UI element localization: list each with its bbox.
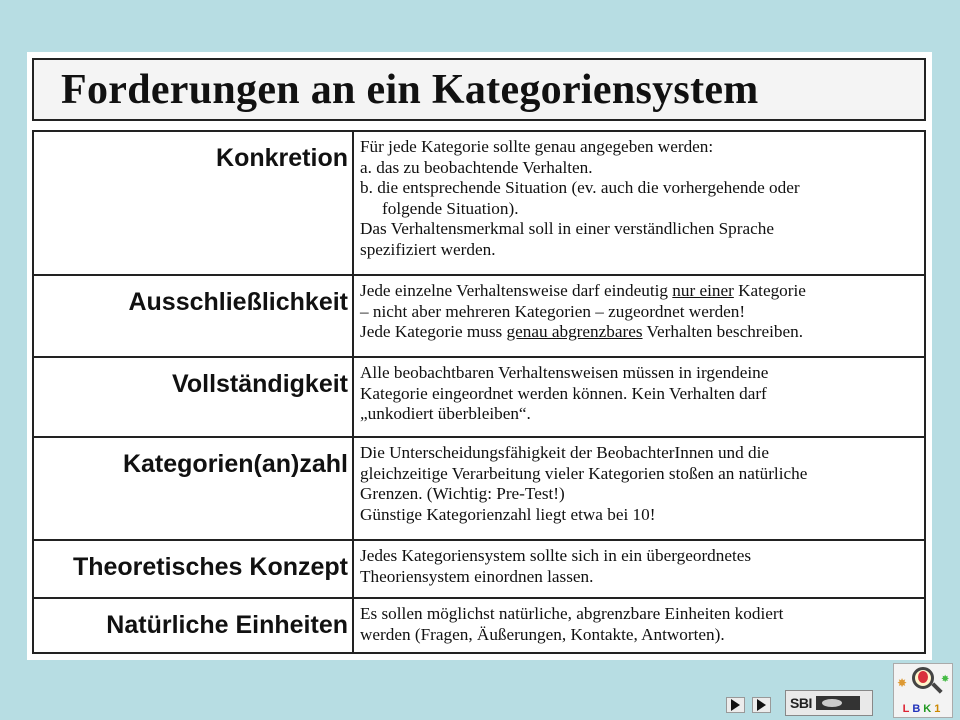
description-cell bbox=[354, 541, 924, 597]
table-row-vollstaendigkeit bbox=[34, 358, 924, 438]
description-cell bbox=[354, 132, 924, 274]
description-line: folgende Situation). bbox=[382, 198, 519, 218]
description-line bbox=[360, 281, 920, 302]
figure-icon bbox=[918, 671, 928, 683]
description-line: Das Verhaltensmerkmal soll in einer verständlichen Sprache bbox=[360, 219, 774, 238]
eye-logo-icon bbox=[816, 696, 860, 710]
table-row-konkretion bbox=[34, 132, 924, 276]
description-cell bbox=[354, 599, 924, 652]
last-slide-button[interactable] bbox=[752, 697, 771, 713]
description-cell bbox=[354, 358, 924, 436]
text-segment: Jede einzelne Verhaltensweise darf eindeutig bbox=[360, 281, 673, 300]
star-icon: ✸ bbox=[897, 676, 908, 690]
description-line: werden (Fragen, Äußerungen, Kontakte, Antworten). bbox=[360, 624, 725, 644]
description-line: Alle beobachtbaren Verhaltensweisen müssen in irgendeine bbox=[360, 363, 769, 382]
table-row-ausschliesslichkeit bbox=[34, 276, 924, 358]
description-line: Grenzen. (Wichtig: Pre-Test!) bbox=[360, 484, 565, 503]
star-icon: ✸ bbox=[941, 674, 950, 685]
description-line: Kategorie eingeordnet werden können. Kein Verhalten darf bbox=[360, 383, 767, 403]
description-line: spezifiziert werden. bbox=[360, 239, 496, 259]
table-row-natuerliche-einheiten bbox=[34, 599, 924, 652]
term-label: Ausschließlichkeit bbox=[34, 276, 354, 356]
description-line: Für jede Kategorie sollte genau angegeben werden: bbox=[360, 137, 714, 156]
underlined-text: genau abgrenzbares bbox=[506, 322, 643, 341]
description-line: Es sollen möglichst natürliche, abgrenzbare Einheiten kodiert bbox=[360, 604, 784, 623]
description-line: Günstige Kategorienzahl liegt etwa bei 10! bbox=[360, 504, 656, 524]
table-row-theoretisches-konzept bbox=[34, 541, 924, 599]
logo-letter: B bbox=[912, 703, 924, 715]
next-slide-button[interactable] bbox=[726, 697, 745, 713]
term-label: Konkretion bbox=[34, 132, 354, 274]
description-line: Theoriensystem einordnen lassen. bbox=[360, 566, 594, 586]
lbk1-logo-text bbox=[894, 703, 952, 715]
description-line: b. die entsprechende Situation (ev. auch die vorhergehende oder bbox=[360, 178, 800, 197]
description-line: – nicht aber mehreren Kategorien – zugeordnet werden! bbox=[360, 301, 746, 321]
table-row-kategorienanzahl bbox=[34, 438, 924, 541]
play-right-icon bbox=[731, 699, 740, 711]
description-cell bbox=[354, 438, 924, 539]
logo-letter: 1 bbox=[934, 703, 944, 715]
description-line: gleichzeitige Verarbeitung vieler Kategorien stoßen an natürliche bbox=[360, 463, 808, 483]
text-segment: Kategorie bbox=[733, 281, 806, 300]
description-line: „unkodiert überbleiben“. bbox=[360, 404, 531, 423]
description-line bbox=[360, 322, 920, 343]
slide bbox=[27, 52, 932, 660]
term-label: Natürliche Einheiten bbox=[34, 599, 354, 652]
term-label: Kategorien(an)zahl bbox=[34, 438, 354, 539]
description-line: Jedes Kategoriensystem sollte sich in ein übergeordnetes bbox=[360, 546, 752, 565]
description-line: Die Unterscheidungsfähigkeit der BeobachterInnen und die bbox=[360, 443, 770, 462]
description-line: a. das zu beobachtende Verhalten. bbox=[360, 157, 593, 177]
requirements-table bbox=[32, 130, 926, 654]
text-segment: Jede Kategorie muss bbox=[360, 322, 507, 341]
logo-letter: K bbox=[923, 703, 935, 715]
term-label: Vollständigkeit bbox=[34, 358, 354, 436]
sbi-logo-text: SBI bbox=[790, 695, 812, 711]
play-right-icon bbox=[757, 699, 766, 711]
sbi-logo bbox=[785, 690, 873, 716]
underlined-text: nur einer bbox=[672, 281, 734, 300]
lbk1-logo bbox=[893, 663, 953, 718]
logo-letter: L bbox=[902, 703, 913, 715]
text-segment: Verhalten beschreiben. bbox=[642, 322, 804, 341]
title-box bbox=[32, 58, 926, 121]
description-cell bbox=[354, 276, 924, 356]
slide-title: Forderungen an ein Kategoriensystem bbox=[61, 66, 759, 113]
term-label: Theoretisches Konzept bbox=[34, 541, 354, 597]
